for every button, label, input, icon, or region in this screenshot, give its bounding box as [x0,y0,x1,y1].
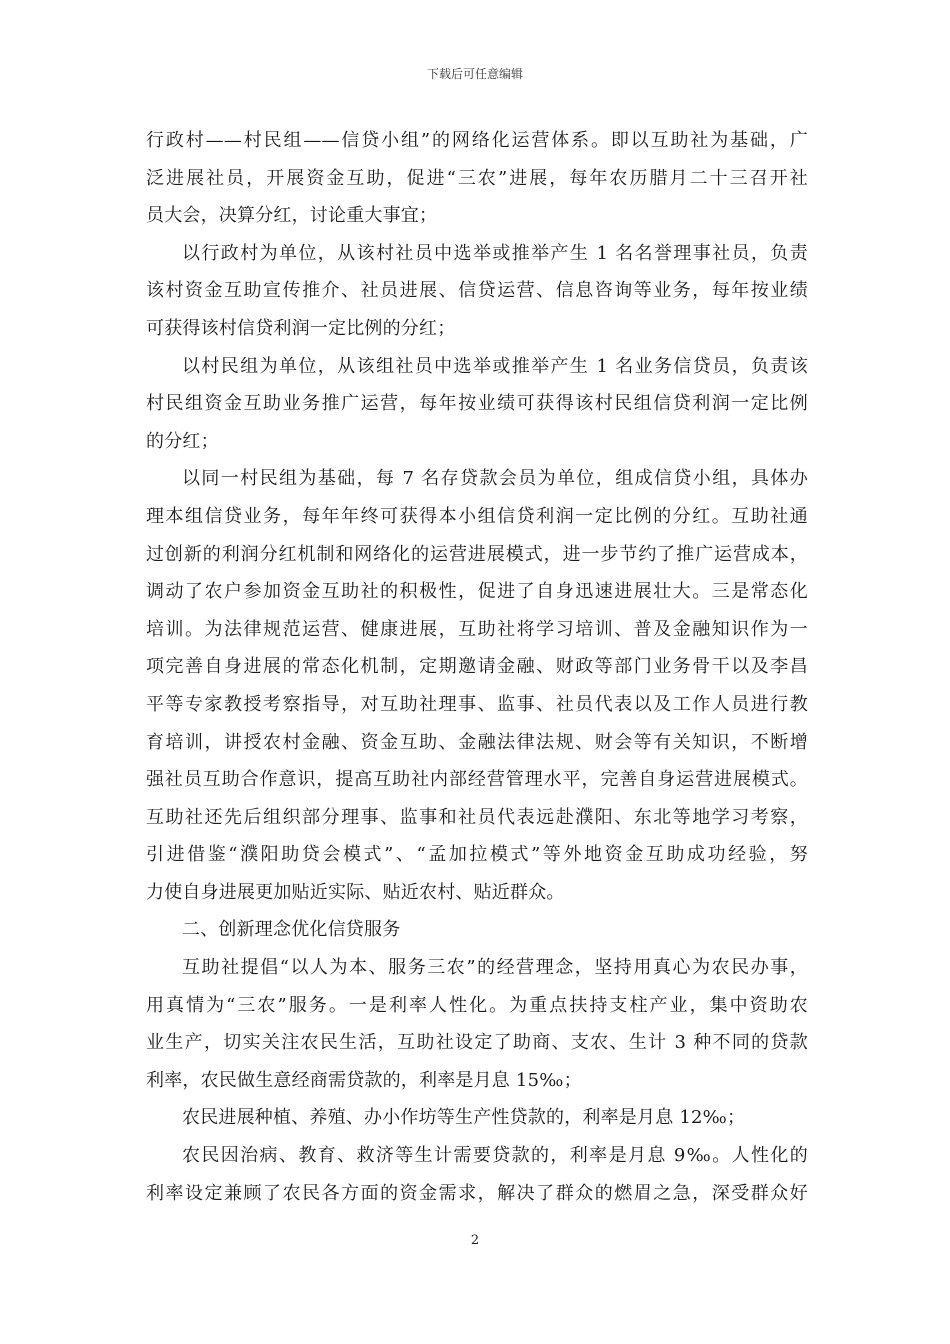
text-line: 该村资金互助宣传推介、社员进展、信贷运营、信息咨询等业务，每年按业绩 [146,280,808,302]
text-line: 员大会，决算分红，讨论重大事宜； [146,205,438,227]
text-line: 引进借鉴“濮阳助贷会模式”、“孟加拉模式”等外地资金互助成功经验，努 [146,844,808,866]
text-line: 理本组信贷业务，每年年终可获得本小组信贷利润一定比例的分红。互助社通 [146,505,808,527]
text-line: 力使自身进展更加贴近实际、贴近农村、贴近群众。 [146,881,565,903]
text-line: 泛进展社员，开展资金互助，促进“三农”进展，每年农历腊月二十三召开社 [146,167,808,189]
page-number: 2 [470,1233,480,1248]
text-line: 村民组资金互助业务推广运营，每年按业绩可获得该村民组信贷利润一定比例 [146,393,808,415]
text-line: 利率，农民做生意经商需贷款的，利率是月息 15‰； [146,1069,582,1091]
text-line: 的分红； [146,430,219,452]
text-line: 以同一村民组为基础，每 7 名存贷款会员为单位，组成信贷小组，具体办 [182,468,808,490]
text-line: 业生产，切实关注农民生活，互助社设定了助商、支农、生计 3 种不同的贷款 [146,1032,808,1054]
text-line: 培训。为法律规范运营、健康进展，互助社将学习培训、普及金融知识作为一 [146,618,808,640]
text-line: 育培训，讲授农村金融、资金互助、金融法律法规、财会等有关知识，不断增 [146,731,808,753]
text-line: 过创新的利润分红机制和网络化的运营进展模式，进一步节约了推广运营成本， [146,543,808,565]
text-line: 利率设定兼顾了农民各方面的资金需求，解决了群众的燃眉之急，深受群众好 [146,1182,808,1204]
page-header: 下载后可任意编辑 [426,67,523,81]
text-line: 项完善自身进展的常态化机制，定期邀请金融、财政等部门业务骨干以及李昌 [146,656,808,678]
text-line: 调动了农户参加资金互助社的积极性，促进了自身迅速进展壮大。三是常态化 [146,581,808,603]
text-line: 互助社还先后组织部分理事、监事和社员代表远赴濮阳、东北等地学习考察， [146,806,808,828]
text-line: 行政村——村民组——信贷小组”的网络化运营体系。即以互助社为基础，广 [146,130,808,151]
text-line: 强社员互助合作意识，提高互助社内部经营管理水平，完善自身运营进展模式。 [146,769,808,791]
text-line: 二、创新理念优化信贷服务 [182,919,401,941]
text-line: 农民因治病、教育、救济等生计需要贷款的，利率是月息 9‰。人性化的 [182,1145,808,1167]
document-body [146,122,808,1212]
text-line: 以行政村为单位，从该村社员中选举或推举产生 1 名名誉理事社员，负责 [182,242,808,264]
text-line: 用真情为“三农”服务。一是利率人性化。为重点扶持支柱产业，集中资助农 [146,994,808,1016]
text-line: 互助社提倡“以人为本、服务三农”的经营理念，坚持用真心为农民办事， [182,957,808,979]
text-line: 平等专家教授考察指导，对互助社理事、监事、社员代表以及工作人员进行教 [146,693,808,715]
text-line: 可获得该村信贷利润一定比例的分红； [146,317,456,339]
text-line: 以村民组为单位，从该组社员中选举或推举产生 1 名业务信贷员，负责该 [182,355,808,377]
text-line: 农民进展种植、养殖、办小作坊等生产性贷款的，利率是月息 12‰； [182,1107,746,1129]
